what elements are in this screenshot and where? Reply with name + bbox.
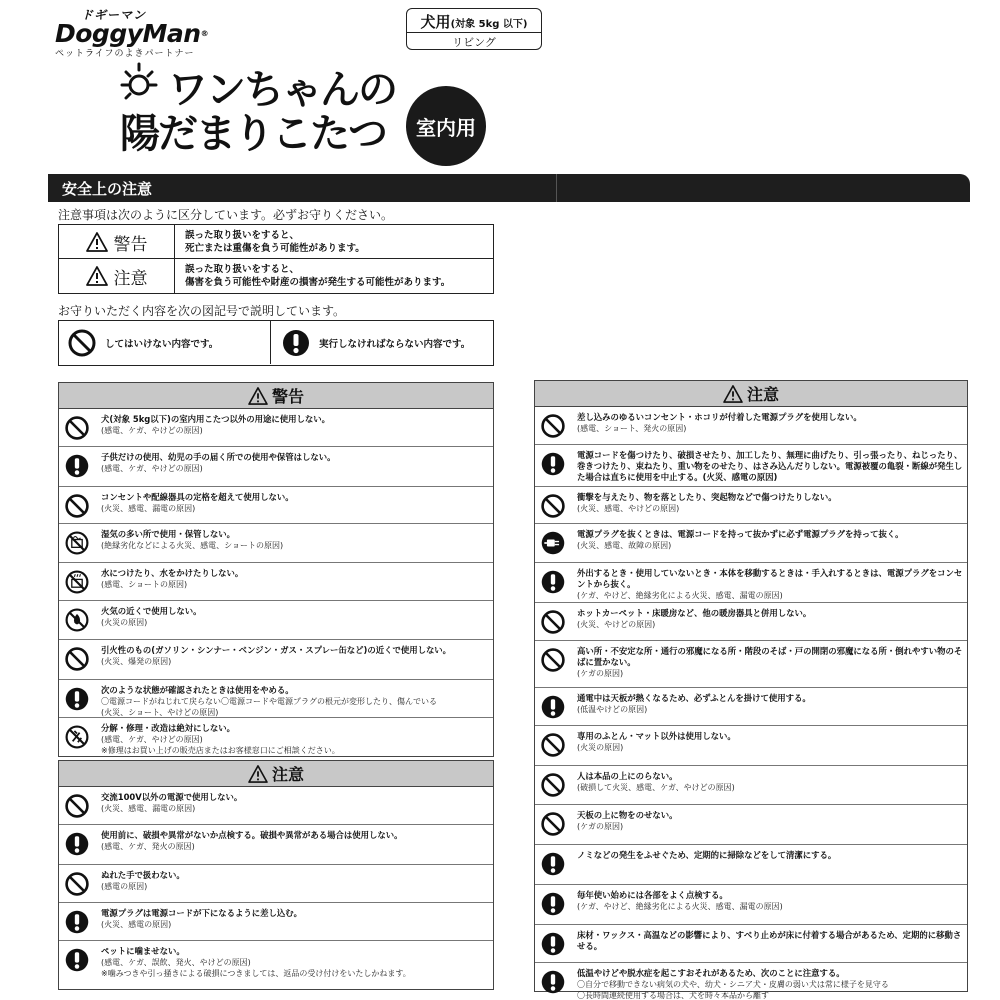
safety-item-row [59,825,493,865]
safety-item-text: 引火性のもの(ガソリン・シンナー・ベンジン・ガス・スプレー缶など)の近くで使用しない。 [101,645,452,655]
section-title: 安全上の注意 [62,180,153,198]
safety-item-row [59,865,493,903]
safety-item-text: ノミなどの発生をふせぐため、定期的に掃除などをして清潔にする。 [577,850,837,860]
prohibit-icon [59,787,95,819]
safety-item-note: (ケガの原因) [577,669,624,678]
legend-label-warning: 警告 [113,234,148,255]
section-header [48,174,970,202]
caution-panel-right [534,380,968,1000]
prohibit-icon [535,805,571,837]
safety-item-text: 外出するとき・使用していないとき・本体を移動するときは・手入れするときは、電源プラグをコンセントから抜く。 [577,568,963,589]
mandatory-icon [535,885,571,917]
safety-item-note: 〇長時間連続使用する場合は、犬を時々本品から離す [577,991,769,1000]
prohibit-icon [67,328,97,358]
safety-item-row [535,688,967,726]
safety-item-row [535,524,967,563]
section-divider [556,174,557,202]
title-line-1: ワンちゃんの [168,67,396,113]
safety-item-row [59,563,493,601]
safety-item-text: 電源プラグを抜くときは、電源コードを持って抜かずに必ず電源プラグを持って抜く。 [577,529,904,539]
prohibit-icon [59,409,95,441]
safety-item-note: (ケガ、やけど、絶縁劣化による火災、感電、漏電の原因) [577,902,783,911]
legend-caution-desc-2: 傷害を負う可能性や財産の損害が発生する可能性があります。 [185,277,451,288]
safety-item-note: 〇電源コードがねじれて戻らない〇電源コードや電源プラグの根元が変形したり、傷んでいる [101,697,437,706]
safety-item-row [535,805,967,845]
safety-item-row [535,487,967,524]
legend-warning-desc-2: 死亡または重傷を負う可能性があります。 [185,243,365,254]
safety-item-text: 湿気の多い所で使用・保管しない。 [101,529,235,539]
symbol-prohibit-cell [59,321,271,364]
legend-row-caution [59,259,493,293]
prohibit-icon [535,726,571,758]
mandatory-icon [535,925,571,957]
safety-item-row [59,409,493,447]
safety-item-text: コンセントや配線器具の定格を超えて使用しない。 [101,492,294,502]
prohibit-icon [59,865,95,897]
safety-item-text: 犬(対象 5kg以下)の室内用こたつ以外の用途に使用しない。 [101,414,330,424]
warning-panel [58,382,494,757]
target-room: リビング [452,36,496,49]
panel-header [59,761,493,787]
brand-logo [55,6,215,59]
safety-item-row [535,766,967,805]
safety-item-text: 火気の近くで使用しない。 [101,606,202,616]
safety-item-note: (感電、ショートの原因) [101,580,188,589]
legend-row-warning [59,225,493,259]
safety-item-row [535,963,967,1000]
safety-item-note: ※噛みつきや引っ掻きによる破損につきましては、返品の受け付けをいたしかねます。 [101,969,411,978]
safety-item-text: 通電中は天板が熱くなるため、必ずふとんを掛けて使用する。 [577,693,811,703]
caution-panel-left [58,760,494,990]
panel-rows [59,787,493,987]
prohibit-icon [535,407,571,439]
safety-item-row [59,718,493,758]
prohibit-icon [59,640,95,672]
no-water-icon [59,563,95,595]
no-fire-icon [59,601,95,633]
safety-item-note: (感電、ケガ、やけどの原因) [101,426,203,435]
symbol-mandatory-cell [271,321,493,364]
safety-item-row [535,563,967,603]
safety-item-row [59,447,493,487]
brand-tagline: ペットライフのよきパートナー [55,49,195,59]
safety-item-row [535,641,967,688]
safety-item-row [535,726,967,766]
safety-item-row [59,524,493,563]
safety-item-note: (火災、やけどの原因) [577,620,656,629]
safety-item-note: (火災の原因) [101,618,148,627]
mandatory-icon [281,328,311,358]
brand-japanese: ドギーマン [81,8,147,22]
safety-item-text: 床材・ワックス・高温などの影響により、すべり止めが床に付着する場合があるため、定期的に移動させる。 [577,930,962,951]
safety-item-note: (火災の原因) [577,743,624,752]
safety-item-text: 毎年使い始めには各部をよく点検する。 [577,890,728,900]
safety-item-note: (火災、感電、漏電の原因) [101,804,196,813]
mandatory-icon [59,447,95,479]
safety-item-row [59,487,493,524]
safety-item-note: (火災、感電、故障の原因) [577,541,672,550]
safety-item-text: 専用のふとん・マット以外は使用しない。 [577,731,736,741]
mandatory-icon [535,445,571,477]
mandatory-icon [535,563,571,595]
panel-title: 注意 [271,765,304,784]
safety-item-text: 人は本品の上にのらない。 [577,771,678,781]
target-box [406,8,542,50]
prohibit-icon [535,487,571,519]
panel-rows [59,409,493,758]
level-legend-table [58,224,494,294]
safety-item-note: (破損して火災、感電、ケガ、やけどの原因) [577,783,735,792]
safety-item-text: 分解・修理・改造は絶対にしない。 [101,723,235,733]
caution-triangle-icon [86,266,108,286]
safety-item-note: ※修理はお買い上げの販売店またはお客様窓口にご相談ください。 [101,746,340,755]
warning-triangle-icon [86,232,108,252]
safety-item-text: 交流100V以外の電源で使用しない。 [101,792,243,802]
brand-registered: ® [200,29,209,38]
no-disassemble-icon [59,718,95,750]
symbol-intro-text: お守りいただく内容を次の図記号で説明しています。 [58,304,346,318]
safety-item-text: 水につけたり、水をかけたりしない。 [101,568,244,578]
safety-item-row [59,601,493,640]
safety-item-note: (火災、感電、漏電の原因) [101,504,196,513]
panel-title: 警告 [271,387,304,406]
product-title [120,68,396,156]
symbol-mandatory-text: 実行しなければならない内容です。 [319,338,471,350]
safety-item-note: (火災、爆発の原因) [101,657,172,666]
safety-item-text: 使用前に、破損や異常がないか点検する。破損や異常がある場合は使用しない。 [101,830,403,840]
safety-item-note: (低温やけどの原因) [577,705,648,714]
prohibit-icon [535,766,571,798]
safety-item-note: (ケガの原因) [577,822,624,831]
title-line-2: 陽だまりこたつ [120,111,386,157]
safety-item-note: (感電、ショート、発火の原因) [577,424,687,433]
safety-item-note: (火災、ショート、やけどの原因) [101,708,219,717]
prohibit-icon [535,603,571,635]
mandatory-icon [535,963,571,995]
safety-item-row [59,680,493,718]
safety-item-row [535,845,967,885]
mandatory-icon [59,903,95,935]
safety-item-text: ぬれた手で扱わない。 [101,870,185,880]
safety-item-text: 電源コードを傷つけたり、破損させたり、加工したり、無理に曲げたり、引っ張ったり、ねじったり、巻きつけたり、束ねたり、重い物をのせたり、はさみ込んだりしない。電源被覆の亀裂・断線が発生した場合は直ちに使用を中止する。(火災、感電の原因) [577,450,963,482]
intro-text: 注意事項は次のように区分しています。必ずお守りください。 [58,208,394,222]
caution-triangle-icon [248,765,268,783]
no-humidity-icon [59,524,95,556]
panel-rows [535,407,967,1000]
safety-item-note: (絶縁劣化などによる火災、感電、ショートの原因) [101,541,284,550]
safety-item-note: (感電の原因) [101,882,148,891]
safety-item-row [535,603,967,641]
safety-item-text: 天板の上に物をのせない。 [577,810,678,820]
safety-item-row [535,407,967,445]
safety-item-text: 衝撃を与えたり、物を落としたり、突起物などで傷つけたりしない。 [577,492,837,502]
target-main: 犬用 [420,13,451,31]
unplug-icon [535,524,571,556]
safety-item-note: 〇自分で移動できない病気の犬や、幼犬・シニア犬・皮膚の弱い犬は常に様子を見守る [577,980,889,989]
safety-item-row [59,640,493,680]
safety-item-text: ホットカーペット・床暖房など、他の暖房器具と併用しない。 [577,608,812,618]
safety-item-note: (感電、ケガ、発火の原因) [101,842,195,851]
symbol-legend-table [58,320,494,366]
safety-item-text: 差し込みのゆるいコンセント・ホコリが付着した電源プラグを使用しない。 [577,412,862,422]
mandatory-icon [535,688,571,720]
safety-item-note: (感電、ケガ、やけどの原因) [101,464,203,473]
legend-warning-desc-1: 誤った取り扱いをすると、 [185,230,300,241]
safety-item-note: (火災、感電、やけどの原因) [577,504,680,513]
safety-item-text: ペットに噛ませない。 [101,946,185,956]
safety-item-row [59,941,493,987]
indoor-badge: 室内用 [406,86,486,166]
safety-item-row [535,885,967,925]
panel-header [59,383,493,409]
prohibit-icon [59,487,95,519]
mandatory-icon [59,825,95,857]
mandatory-icon [59,941,95,973]
legend-caution-desc-1: 誤った取り扱いをすると、 [185,264,300,275]
panel-title: 注意 [746,385,779,404]
safety-item-note: (火災、感電の原因) [101,920,172,929]
safety-item-note: (感電、ケガ、やけどの原因) [101,735,203,744]
target-weight: (対象 5kg 以下) [450,19,528,30]
safety-item-text: 低温やけどや脱水症を起こすおそれがあるため、次のことに注意する。 [577,968,845,978]
panel-header [535,381,967,407]
safety-item-note: (ケガ、やけど、絶縁劣化による火災、感電、漏電の原因) [577,591,783,600]
warning-triangle-icon [248,387,268,405]
safety-item-text: 高い所・不安定な所・通行の邪魔になる所・階段のそば・戸の開閉の邪魔になる所・倒れやすい物のそばに置かない。 [577,646,963,667]
safety-item-text: 子供だけの使用、幼児の手の届く所での使用や保管はしない。 [101,452,336,462]
mandatory-icon [535,845,571,877]
safety-item-text: 次のような状態が確認されたときは使用をやめる。 [101,685,294,695]
legend-label-caution: 注意 [113,268,148,289]
safety-item-note: (感電、ケガ、誤飲、発火、やけどの原因) [101,958,251,967]
safety-item-row [535,445,967,487]
symbol-prohibit-text: してはいけない内容です。 [105,338,219,350]
safety-item-text: 電源プラグは電源コードが下になるように差し込む。 [101,908,302,918]
safety-item-row [535,925,967,963]
caution-triangle-icon [723,385,743,403]
prohibit-icon [535,641,571,673]
safety-item-row [59,903,493,941]
mandatory-icon [59,680,95,712]
safety-item-row [59,787,493,825]
brand-name: DoggyMan [55,19,201,48]
